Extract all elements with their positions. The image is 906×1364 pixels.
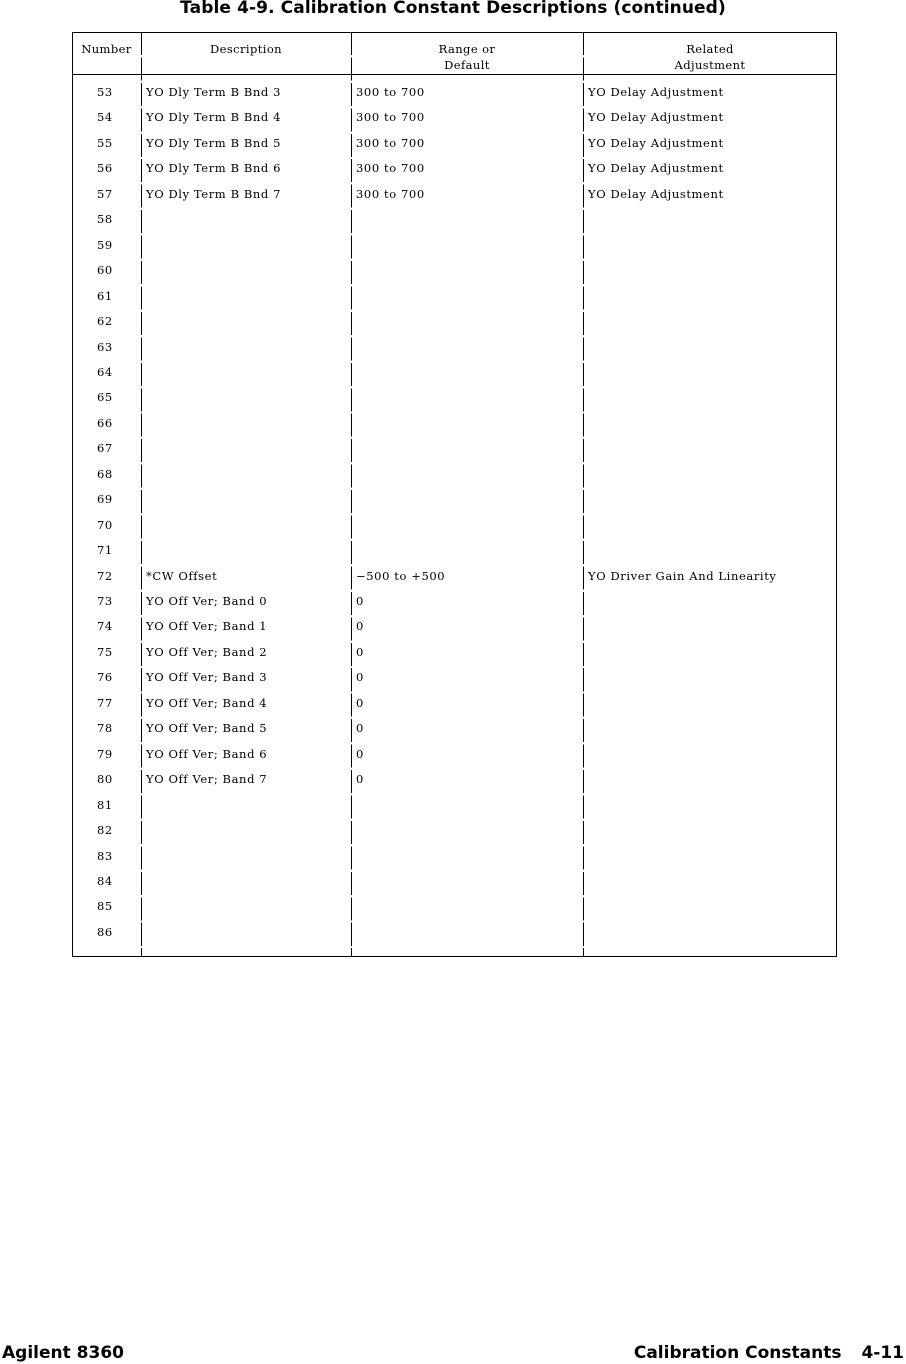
row-range: 0 [356, 772, 364, 787]
table-row [72, 643, 837, 661]
table-row [72, 821, 837, 839]
row-description: YO Off Ver; Band 0 [146, 594, 268, 608]
table-row [72, 363, 837, 381]
row-number: 82 [97, 823, 113, 838]
row-description: YO Off Ver; Band 6 [146, 746, 268, 761]
row-number: 76 [97, 670, 113, 685]
row-number: 60 [97, 263, 113, 278]
header-rule [72, 74, 837, 75]
row-range: 0 [356, 594, 364, 608]
header-adjustment [583, 41, 837, 73]
row-description: YO Off Ver; Band 5 [146, 721, 268, 736]
header-range-line-1: Range or [438, 42, 496, 56]
row-number: 53 [97, 85, 113, 99]
table-row [72, 159, 837, 177]
table-row [72, 388, 837, 406]
row-description: YO Off Ver; Band 3 [146, 670, 268, 685]
row-number: 69 [97, 492, 113, 507]
table-row [72, 541, 837, 559]
table-row [72, 134, 837, 152]
row-number: 78 [97, 721, 113, 736]
header-number-label: Number [81, 42, 132, 56]
table-row [72, 770, 837, 788]
row-description: YO Dly Term B Bnd 4 [146, 110, 282, 125]
row-number: 71 [97, 543, 113, 558]
row-number: 79 [97, 746, 113, 761]
table-row [72, 923, 837, 941]
calibration-table [72, 32, 837, 957]
row-number: 72 [97, 568, 113, 583]
row-range: 0 [356, 644, 364, 659]
row-number: 74 [97, 619, 113, 634]
row-description: YO Off Ver; Band 1 [146, 619, 268, 634]
table-title: Table 4-9. Calibration Constant Descriptions (continued) [180, 0, 726, 18]
row-range: 0 [356, 746, 364, 761]
row-number: 65 [97, 390, 113, 405]
header-description-label: Description [210, 42, 282, 56]
row-description: YO Dly Term B Bnd 6 [146, 161, 282, 176]
row-number: 66 [97, 415, 113, 430]
row-adjustment: YO Delay Adjustment [588, 135, 724, 150]
row-adjustment: YO Delay Adjustment [588, 186, 724, 201]
row-number: 85 [97, 899, 113, 914]
footer-page-number: 4-11 [861, 1343, 904, 1363]
row-number: 64 [97, 364, 113, 379]
row-range: 300 to 700 [356, 85, 425, 99]
row-adjustment: YO Delay Adjustment [588, 110, 724, 125]
row-number: 75 [97, 644, 113, 659]
footer-section: Calibration Constants [633, 1343, 842, 1363]
row-number: 62 [97, 314, 113, 329]
table-row [72, 185, 837, 203]
footer-page-info [634, 1342, 904, 1364]
row-range: 300 to 700 [356, 135, 425, 150]
table-row [72, 338, 837, 356]
row-description: YO Dly Term B Bnd 5 [146, 135, 282, 150]
row-number: 57 [97, 186, 113, 201]
table-row [72, 83, 837, 101]
row-number: 56 [97, 161, 113, 176]
table-row [72, 847, 837, 865]
table-row [72, 719, 837, 737]
table-row [72, 287, 837, 305]
table-top-rule [72, 32, 837, 33]
row-adjustment: YO Driver Gain And Linearity [588, 568, 777, 583]
table-row [72, 465, 837, 483]
row-number: 80 [97, 772, 113, 787]
row-range: 300 to 700 [356, 186, 425, 201]
row-number: 67 [97, 441, 113, 456]
table-row [72, 236, 837, 254]
table-row [72, 592, 837, 610]
row-number: 73 [97, 594, 113, 608]
row-number: 81 [97, 797, 113, 812]
row-number: 61 [97, 288, 113, 303]
row-range: −500 to +500 [356, 568, 446, 583]
table-row [72, 261, 837, 279]
row-number: 55 [97, 135, 113, 150]
table-row [72, 745, 837, 763]
table-row [72, 796, 837, 814]
row-range: 300 to 700 [356, 161, 425, 176]
header-number [72, 41, 141, 57]
row-number: 59 [97, 237, 113, 252]
row-adjustment: YO Delay Adjustment [588, 85, 724, 99]
table-row [72, 516, 837, 534]
header-adjustment-line-2: Adjustment [674, 58, 746, 72]
table-row [72, 872, 837, 890]
row-number: 68 [97, 466, 113, 481]
table-row [72, 897, 837, 915]
row-range: 0 [356, 619, 364, 634]
table-row [72, 668, 837, 686]
table-row [72, 617, 837, 635]
row-description: YO Dly Term B Bnd 3 [146, 85, 282, 99]
header-range-line-2: Default [444, 58, 490, 72]
row-number: 77 [97, 695, 113, 710]
row-range: 0 [356, 670, 364, 685]
table-row [72, 567, 837, 585]
row-adjustment: YO Delay Adjustment [588, 161, 724, 176]
row-description: *CW Offset [146, 568, 218, 583]
row-range: 0 [356, 695, 364, 710]
header-adjustment-line-1: Related [686, 42, 734, 56]
row-number: 58 [97, 212, 113, 227]
row-range: 300 to 700 [356, 110, 425, 125]
row-description: YO Off Ver; Band 2 [146, 644, 268, 659]
header-description [141, 41, 351, 57]
table-row [72, 439, 837, 457]
table-row [72, 414, 837, 432]
row-description: YO Off Ver; Band 4 [146, 695, 268, 710]
row-description: YO Dly Term B Bnd 7 [146, 186, 282, 201]
row-number: 63 [97, 339, 113, 354]
row-number: 54 [97, 110, 113, 125]
row-number: 70 [97, 517, 113, 532]
row-number: 86 [97, 924, 113, 939]
table-row [72, 108, 837, 126]
table-row [72, 312, 837, 330]
row-description: YO Off Ver; Band 7 [146, 772, 268, 787]
table-row [72, 210, 837, 228]
row-number: 84 [97, 873, 113, 888]
footer-manual-name: Agilent 8360 [2, 1343, 124, 1363]
table-row [72, 694, 837, 712]
table-row [72, 490, 837, 508]
row-range: 0 [356, 721, 364, 736]
row-number: 83 [97, 848, 113, 863]
header-range [351, 41, 583, 73]
table-bottom-rule [72, 956, 837, 957]
